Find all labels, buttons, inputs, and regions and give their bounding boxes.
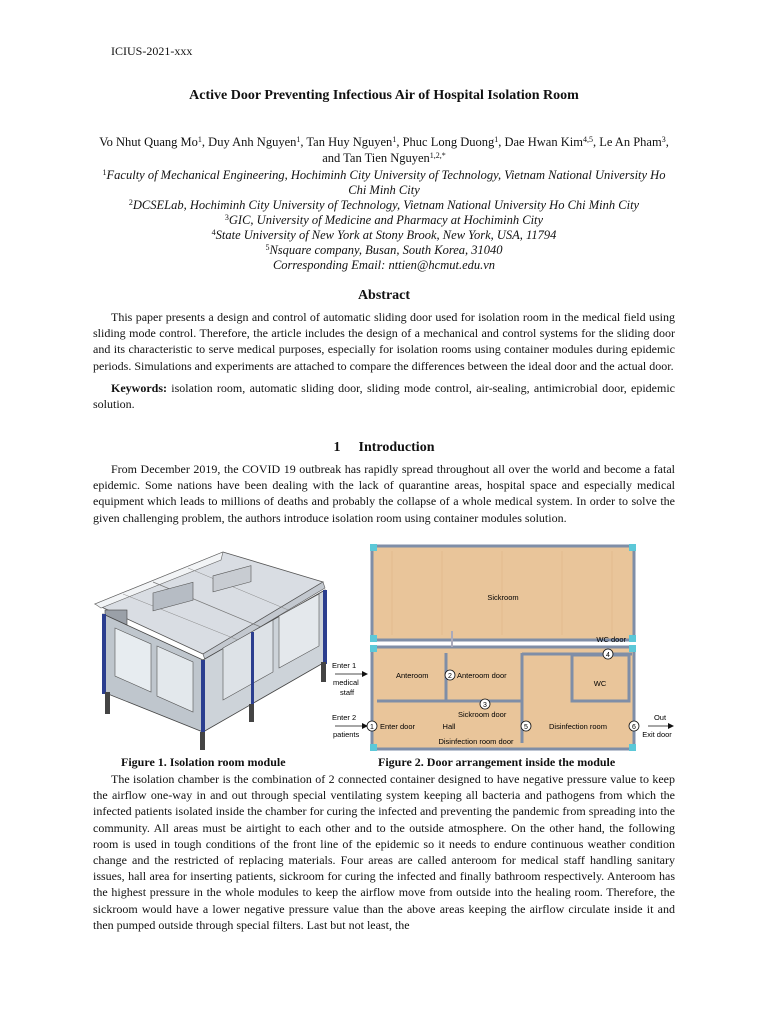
door-number-1: 1	[370, 724, 374, 731]
label-enter-2: Enter 2	[332, 713, 357, 722]
abstract-text: This paper presents a design and control of automatic sliding door used for isolation room in the medical field using sliding mode control. Therefore, the article includes the design of a mechanical and control systems for the sliding door and its characteristic to serve medical purposes, especially for isolation rooms using container modules during epidemic periods. Simulations and experiments are attached to compare the differences between the ideal door and the actual door.	[93, 310, 675, 373]
door-number-5: 5	[524, 724, 528, 731]
label-enter-door: Enter door	[380, 722, 416, 731]
affiliation-1: $^1$Faculty of Mechanical Engineering, Hochiminh City University of Technology, Vietnam National University Ho Chi Minh City	[102, 168, 666, 197]
corresponding-email: Corresponding Email: nttien@hcmut.edu.vn	[272, 258, 496, 272]
label-sickroom-door: Sickroom door	[458, 710, 507, 719]
label-exit-door: Exit door	[642, 730, 672, 739]
label-wc: WC	[593, 679, 607, 688]
affiliation-3: $^3$GIC, University of Medicine and Pharmacy at Hochiminh City	[224, 213, 544, 227]
label-anteroom: Anteroom	[396, 671, 429, 680]
label-enter-1: Enter 1	[332, 661, 357, 670]
label-disinfection-room: Disinfection room	[549, 722, 607, 731]
abstract-body	[93, 309, 675, 412]
door-arrangement-figure	[332, 543, 678, 753]
intro-paragraph-1: From December 2019, the COVID 19 outbreak has rapidly spread throughout all over the world and become a fatal epidemic. Some nations have been dealing with the lack of quarantine areas, hospital space and especially medical equipment which leads to millions of deaths and probably the collapse of a whole medical system. In order to solve the given challenging problem, the authors introduce isolation room using container modules solution.	[93, 462, 675, 525]
abstract-heading: Abstract	[357, 288, 411, 303]
label-hall: Hall	[442, 722, 456, 731]
label-medical: medical	[333, 678, 359, 687]
figure-2-caption: Figure 2. Door arrangement inside the module	[378, 755, 616, 769]
label-patients: patients	[333, 730, 360, 739]
affiliation-4: $^4$State University of New York at Stony Brook, New York, USA, 11794	[211, 228, 557, 242]
figure-1-caption: Figure 1. Isolation room module	[121, 755, 286, 769]
label-anteroom-door: Anteroom door	[457, 671, 507, 680]
affiliation-5: $^5$Nsquare company, Busan, South Korea, 31040	[265, 243, 503, 257]
affiliation-2: $^2$DCSELab, Hochiminh City University of Technology, Vietnam National University Ho Chi Minh City	[128, 198, 640, 212]
label-out: Out	[653, 713, 667, 722]
paper-title: Active Door Preventing Infectious Air of Hospital Isolation Room	[189, 88, 579, 103]
label-staff: staff	[340, 688, 355, 697]
label-disinfection-room-door: Disinfection room door	[438, 737, 514, 746]
door-number-6: 6	[632, 724, 636, 731]
section-heading-introduction: 1 Introduction	[333, 440, 435, 455]
affiliations	[96, 168, 672, 273]
author-list: Vo Nhut Quang Mo$^1$, Duy Anh Nguyen$^1$, Tan Huy Nguyen$^1$, Phuc Long Duong$^1$, Dae Hwan Kim$^{4,5}$, Le An Pham$^3$, and Tan Tien Nguyen$^{1,2,*}$	[99, 135, 669, 165]
isolation-room-module-figure	[93, 542, 333, 752]
intro-paragraph-2: The isolation chamber is the combination of 2 connected container designed to have negative pressure value to keep the airflow one-way in and out through special ventilating system keeping all bacteria and pathogens from which the infected patients isolated inside the chamber for curing the infected and preventing the pandemic from spreading into the community. All areas must be airtight to each other and to the outside atmosphere. On the other hand, the following room is used in tough conditions of the front line of the epidemic so it needs to endure continuous weather condition change and the restricted of replacing materials. Four areas are called anteroom for medical staff handling sanitary issues, hall area for inserting patients, sickroom for curing the infected and finally bathroom respectively. Anteroom has the highest pressure in the whole modules to keep the airflow move from outside into the healing room. Therefore, the sickroom would have a lower negative pressure value than the above areas keeping the airflow circulate inside it and then pumped outside through special filters. Last but not least, the	[93, 772, 675, 932]
label-sickroom: Sickroom	[487, 593, 519, 602]
door-number-4: 4	[606, 652, 610, 659]
running-header: ICIUS-2021-xxx	[111, 44, 193, 58]
keywords: Keywords: isolation room, automatic sliding door, sliding mode control, air-sealing, antimicrobial door, epidemic solution.	[93, 380, 675, 412]
door-number-2: 2	[448, 673, 452, 680]
label-wc-door: WC door	[596, 635, 626, 644]
door-number-3: 3	[483, 702, 487, 709]
